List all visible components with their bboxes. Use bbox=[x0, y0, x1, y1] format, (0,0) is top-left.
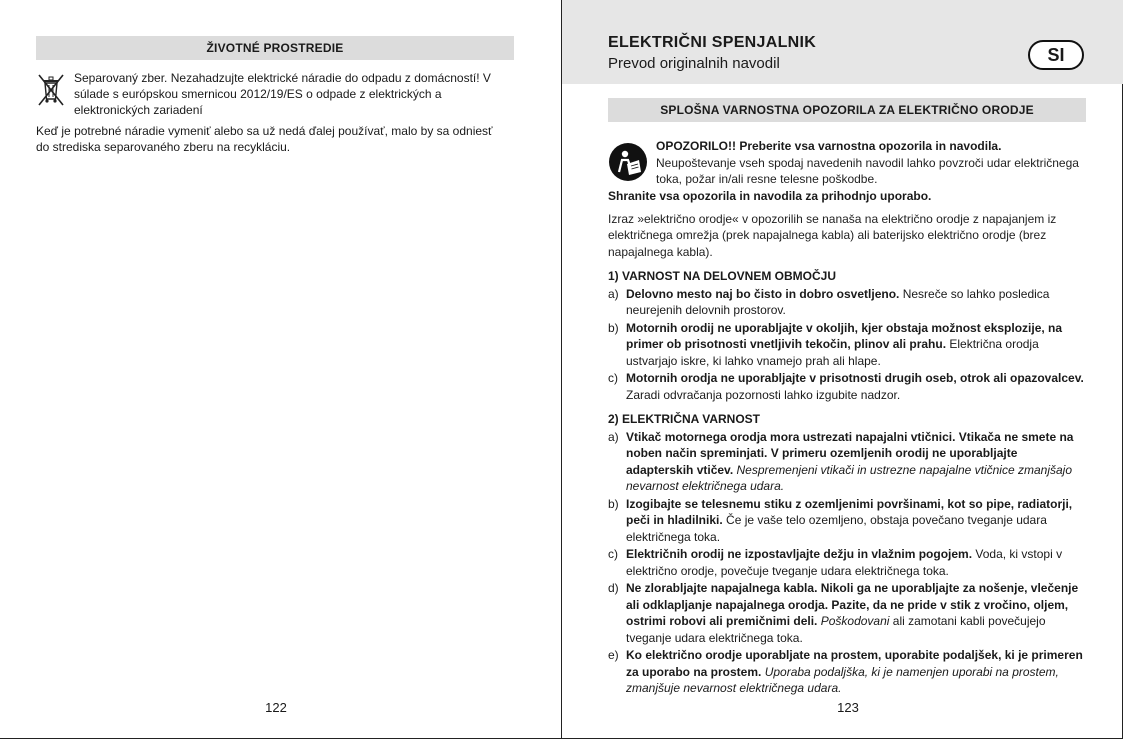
page-number-right: 123 bbox=[837, 700, 859, 715]
weee-notice bbox=[36, 70, 514, 118]
list-item bbox=[608, 429, 1088, 495]
item-normal: Če je vaše telo ozemljeno, obstaja povečano tveganje udara električnega toka. bbox=[626, 513, 1047, 544]
item-letter: e) bbox=[608, 648, 619, 662]
item-bold: Ko električno orodje uporabljate na prostem, uporabite podaljšek, ki je primeren za uporabo na prostem. bbox=[626, 648, 1083, 679]
list-item bbox=[608, 370, 1088, 403]
section1-heading: 1) VARNOST NA DELOVNEM OBMOČJU bbox=[608, 269, 837, 283]
list-item bbox=[608, 320, 1088, 370]
item-bold: Motornih orodja ne uporabljajte v prisotnosti drugih oseb, otrok ali opazovalcev. bbox=[626, 371, 1084, 385]
item-letter: c) bbox=[608, 547, 618, 561]
item-bold: Ne zlorabljajte napajalnega kabla. Nikoli ga ne uporabljajte za nošenje, vlečenje ali odklapljanje napajalnega orodja. Pazite, da ne pride v stik z vročino, oljem, ostrimi robovi ali premičnimi deli. bbox=[626, 581, 1079, 628]
item-normal: Voda, ki vstopi v električno orodje, povečuje tveganje udara električnega toka. bbox=[626, 547, 1063, 578]
item-italic: Poškodovani bbox=[817, 614, 890, 628]
item-normal: Nesreče so lahko posledica neurejenih delovnih prostorov. bbox=[626, 286, 1050, 317]
item-normal: ali zamotani kabli povečujejo tveganje udara električnega toka. bbox=[626, 614, 1046, 645]
item-italic: Nespremenjeni vtikači in ustrezne napajalne vtičnice zmanjšajo nevarnost električnega udara. bbox=[626, 462, 1073, 493]
item-letter: a) bbox=[608, 429, 619, 444]
item-normal: Zaradi odvračanja pozornosti lahko izgubite nadzor. bbox=[626, 387, 901, 402]
item-bold: Motornih orodij ne uporabljajte v okoljih, kjer obstaja možnost eksplozije, na primer ob prisotnosti vnetljivih tekočin, plinov ali prahu. bbox=[626, 320, 1063, 351]
item-bold: Električnih orodij ne izpostavljajte dežju in vlažnim pogojem. bbox=[626, 547, 973, 561]
item-italic: Uporaba podaljška, ki je namenjen uporabi na prostem, zmanjšuje nevarnost električnega udara. bbox=[626, 664, 1059, 695]
safety-content bbox=[608, 138, 1088, 697]
item-normal: Električna orodja ustvarjajo iskre, ki lahko vnamejo prah ali hlape. bbox=[626, 337, 1039, 368]
recycle-text: Keď je potrebné náradie vymeniť alebo sa už nedá ďalej používať, malo by sa odniesť do strediska separovaného zberu na recykláciu. bbox=[36, 124, 493, 154]
section-title-safety: SPLOŠNA VARNOSTNA OPOZORILA ZA ELEKTRIČNO ORODJE bbox=[608, 98, 1086, 122]
item-letter: a) bbox=[608, 286, 619, 301]
warning-heading: OPOZORILO!! Preberite vsa varnostna opozorila in navodila. bbox=[656, 139, 1002, 153]
doc-subtitle: Prevod originalnih navodil bbox=[608, 55, 780, 72]
item-bold: Vtikač motornega orodja mora ustrezati napajalni vtičnici. Vtikača ne smete na noben način spreminjati. V primeru ozemljenih orodij ne uporabljajte adapterskih vtičev. bbox=[626, 429, 1074, 477]
list-item bbox=[608, 580, 1088, 646]
list-item bbox=[608, 286, 1088, 319]
item-letter: b) bbox=[608, 496, 619, 511]
warning-text: Neupoštevanje vseh spodaj navedenih navodil lahko povzroči udar električnega toka, požar in/ali resne telesne poškodbe. bbox=[656, 155, 1079, 186]
section-title-environment: ŽIVOTNÉ PROSTREDIE bbox=[36, 36, 514, 60]
item-letter: c) bbox=[608, 371, 618, 385]
doc-title: ELEKTRIČNI SPENJALNIK bbox=[608, 34, 817, 51]
weee-text: Separovaný zber. Nezahadzujte elektrické náradie do odpadu z domácností! V súlade s európskou smernicou 2012/19/ES o odpade z elektrických a elektronických zariadení bbox=[74, 71, 491, 117]
list-item bbox=[608, 647, 1088, 697]
language-badge: SI bbox=[1028, 40, 1084, 70]
right-page bbox=[562, 0, 1123, 739]
warning-block bbox=[608, 138, 1088, 188]
keep-instructions-text: Shranite vsa opozorila in navodila za prihodnjo uporabo. bbox=[608, 189, 932, 203]
definition-text: Izraz »električno orodje« v opozorilih se nanaša na električno orodje z napajanjem iz električnega omrežja (prek napajalnega kabla) ali baterijsko električno orodje (brez napajalnega kabla). bbox=[608, 211, 1057, 259]
page-number-left: 122 bbox=[265, 700, 287, 715]
crossed-out-wheelie-bin-icon bbox=[36, 72, 66, 108]
item-bold: Delovno mesto naj bo čisto in dobro osvetljeno. bbox=[626, 286, 900, 301]
item-letter: b) bbox=[608, 320, 619, 335]
list-item bbox=[608, 496, 1088, 546]
item-letter: d) bbox=[608, 581, 619, 595]
item-bold: Izogibajte se telesnemu stiku z ozemljenimi površinami, kot so pipe, radiatorji, peči in hladilniki. bbox=[626, 496, 1073, 527]
section2-heading: 2) ELEKTRIČNA VARNOST bbox=[608, 412, 761, 426]
read-manual-icon bbox=[608, 142, 648, 182]
list-item bbox=[608, 546, 1088, 579]
